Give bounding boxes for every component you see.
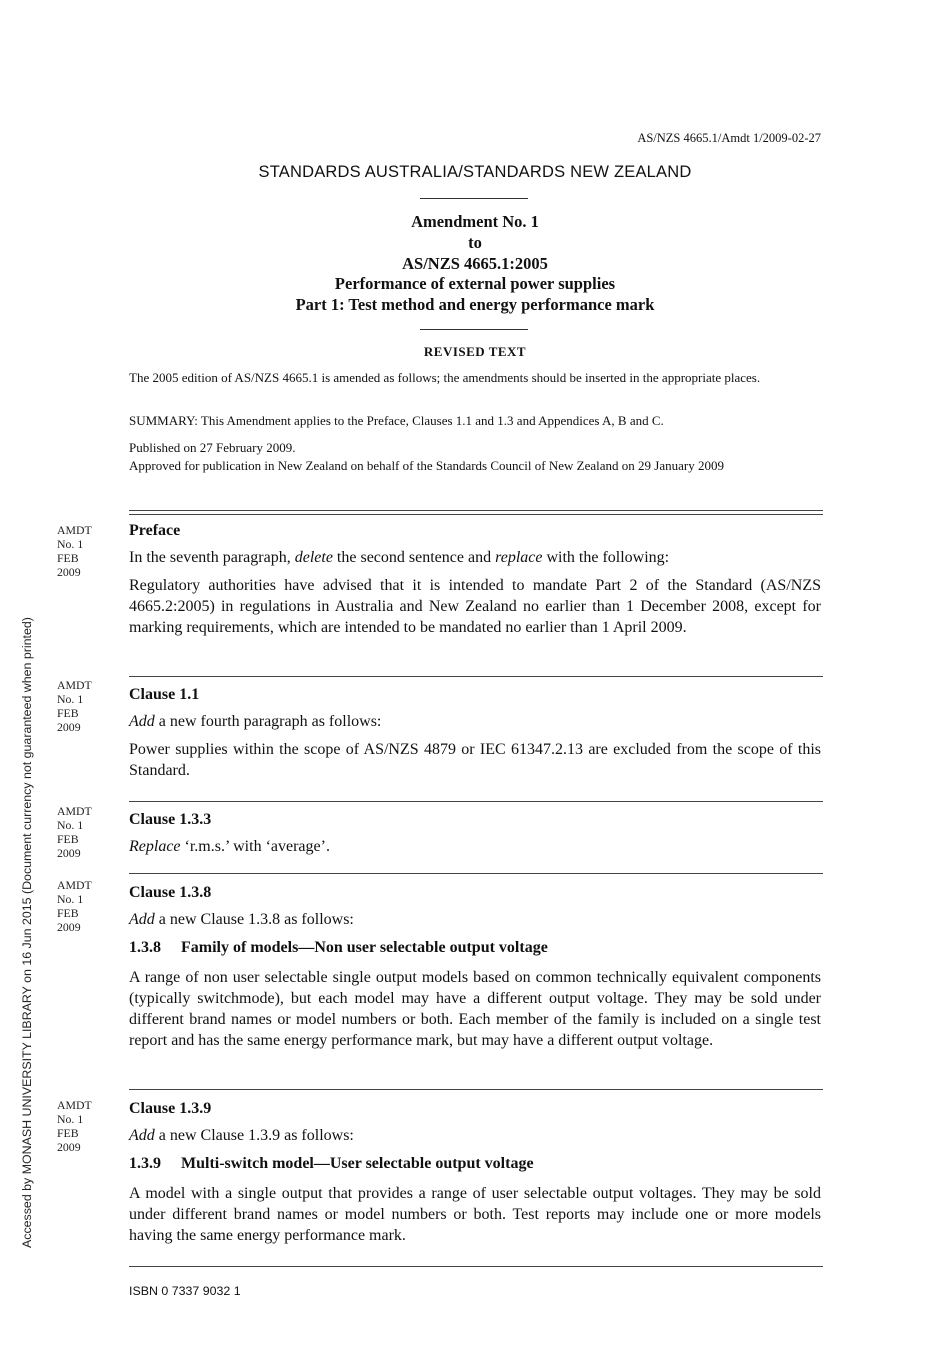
amdt-marker: AMDT No. 1 FEB 2009 bbox=[57, 678, 92, 734]
title-line-to: to bbox=[468, 232, 482, 252]
section-clause-1-3-9 bbox=[129, 1098, 821, 1253]
title-line-subject: Performance of external power supplies bbox=[334, 274, 616, 294]
amend-instruction: Add a new Clause 1.3.9 as follows: bbox=[129, 1127, 354, 1144]
amend-instruction: Add a new Clause 1.3.8 as follows: bbox=[129, 911, 354, 928]
organization-heading: STANDARDS AUSTRALIA/STANDARDS NEW ZEALAND bbox=[258, 163, 692, 181]
summary-line: SUMMARY: This Amendment applies to the Preface, Clauses 1.1 and 1.3 and Appendices A, B and C. bbox=[129, 413, 664, 428]
section-divider bbox=[129, 873, 823, 874]
section-divider bbox=[129, 801, 823, 802]
section-preface bbox=[129, 520, 821, 645]
approval-line: Approved for publication in New Zealand on behalf of the Standards Council of New Zealand on 29 January 2009 bbox=[129, 458, 724, 473]
section-heading: Clause 1.3.8 bbox=[129, 884, 212, 901]
section-clause-1-1 bbox=[129, 684, 821, 788]
subclause-body: A model with a single output that provides a range of user selectable output voltages. They may be sold under different brand names or model numbers or both. Test reports may include one or more models having the same energy performance mark. bbox=[129, 1185, 821, 1244]
amend-instruction: Replace ‘r.m.s.’ with ‘average’. bbox=[129, 838, 330, 855]
subclause-body: A range of non user selectable single output models based on common technically equivalent components (typically switchmode), but each model may have a different output voltage. They may be sold under different brand names or model numbers or both. Each member of the family is included on a single test report and has the same energy performance mark, but may have a different output voltage. bbox=[129, 969, 821, 1049]
subclause-heading: 1.3.9 Multi-switch model—User selectable output voltage bbox=[129, 1155, 534, 1172]
header-double-rule bbox=[129, 510, 823, 515]
title-line-amendment: Amendment No. 1 bbox=[411, 212, 539, 231]
section-heading: Clause 1.3.9 bbox=[129, 1100, 212, 1117]
section-divider bbox=[129, 1089, 823, 1090]
amdt-marker: AMDT No. 1 FEB 2009 bbox=[57, 804, 92, 860]
amendment-title bbox=[0, 212, 950, 316]
title-rule-bottom bbox=[420, 329, 528, 330]
amend-body: Power supplies within the scope of AS/NZS 4879 or IEC 61347.2.13 are excluded from the scope of this Standard. bbox=[129, 741, 821, 779]
intro-paragraph: The 2005 edition of AS/NZS 4665.1 is amended as follows; the amendments should be inserted in the appropriate places. bbox=[129, 370, 761, 385]
section-heading: Preface bbox=[129, 522, 181, 539]
section-heading: Clause 1.1 bbox=[129, 686, 200, 703]
title-rule-top bbox=[420, 198, 528, 199]
document-id: AS/NZS 4665.1/Amdt 1/2009-02-27 bbox=[637, 131, 821, 145]
amdt-marker: AMDT No. 1 FEB 2009 bbox=[57, 523, 92, 579]
access-watermark: Accessed by MONASH UNIVERSITY LIBRARY on 16 Jun 2015 (Document currency not guaranteed when printed) bbox=[20, 617, 34, 1248]
title-line-standard: AS/NZS 4665.1:2005 bbox=[402, 253, 548, 273]
amend-instruction: Add a new fourth paragraph as follows: bbox=[129, 713, 382, 730]
section-heading: Clause 1.3.3 bbox=[129, 811, 212, 828]
section-divider bbox=[129, 676, 823, 677]
amend-instruction: In the seventh paragraph, delete the second sentence and replace with the following: bbox=[129, 549, 670, 566]
isbn-footer: ISBN 0 7337 9032 1 bbox=[129, 1284, 241, 1298]
amdt-marker: AMDT No. 1 FEB 2009 bbox=[57, 1098, 92, 1154]
amend-body: Regulatory authorities have advised that it is intended to mandate Part 2 of the Standard (AS/NZS 4665.2:2005) in regulations in Australia and New Zealand no earlier than 1 December 2008, except for marking requirements, which are intended to be mandated no earlier than 1 April 2009. bbox=[129, 577, 821, 636]
amdt-marker: AMDT No. 1 FEB 2009 bbox=[57, 878, 92, 934]
revised-text-label: REVISED TEXT bbox=[423, 344, 527, 359]
section-clause-1-3-3 bbox=[129, 809, 821, 864]
title-line-part: Part 1: Test method and energy performance mark bbox=[295, 295, 655, 315]
published-line: Published on 27 February 2009. bbox=[129, 440, 296, 455]
subclause-heading: 1.3.8 Family of models—Non user selectable output voltage bbox=[129, 939, 548, 956]
footer-divider bbox=[129, 1266, 823, 1267]
section-clause-1-3-8 bbox=[129, 882, 821, 1058]
